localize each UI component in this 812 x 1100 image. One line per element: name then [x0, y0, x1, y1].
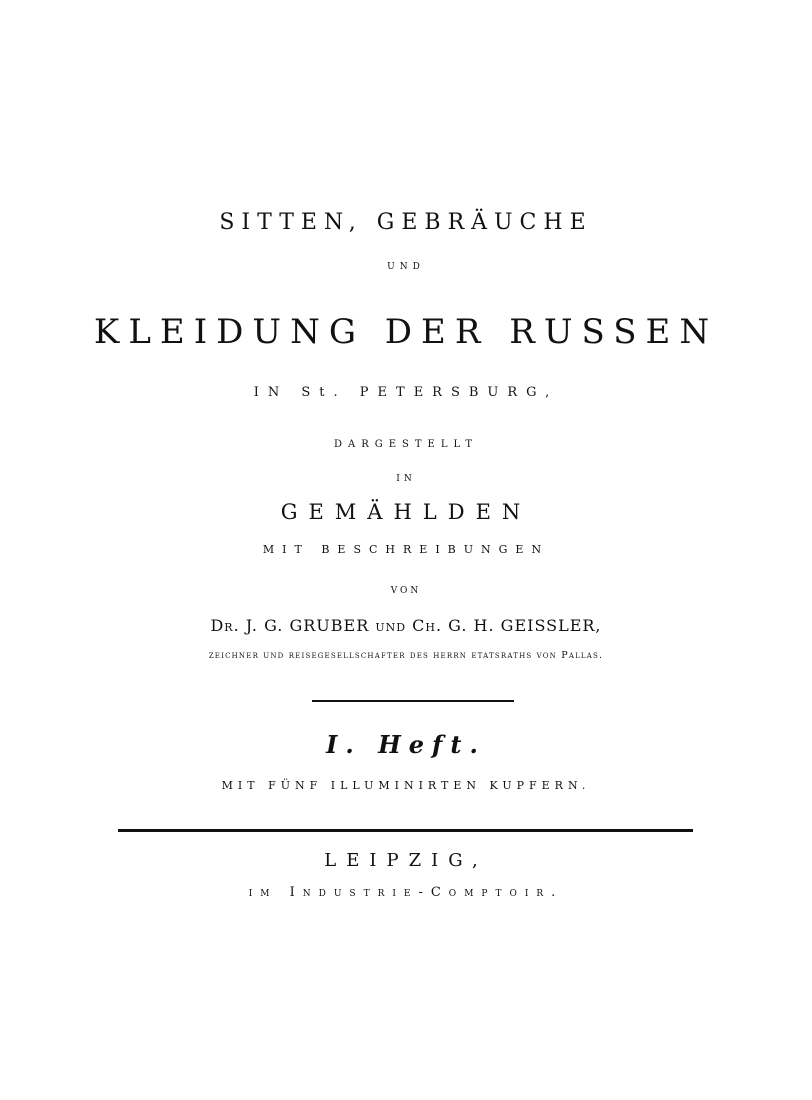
issue-note: MIT FÜNF ILLUMINIRTEN KUPFERN.	[221, 779, 591, 792]
authors-line: Dr. J. G. GRUBER und Ch. G. H. GEISSLER,	[210, 616, 602, 635]
issue-title: I. Heft.	[326, 730, 486, 759]
place-line: LEIPZIG,	[324, 850, 488, 871]
in-line: IN	[396, 474, 416, 484]
main-title: KLEIDUNG DER RUSSEN	[93, 312, 719, 352]
presented-line: DARGESTELLT	[333, 439, 478, 450]
short-divider	[312, 700, 514, 702]
long-divider	[118, 829, 693, 832]
paintings-line: GEMÄHLDEN	[280, 500, 532, 524]
title-line-1: SITTEN, GEBRÄUCHE	[219, 210, 593, 235]
title-conjunction: UND	[387, 262, 425, 272]
publisher-line: im Industrie-Comptoir.	[248, 885, 564, 900]
authors-note-line: zeichner und reisegesellschafter des herrn etatsraths von Pallas.	[208, 650, 604, 661]
location-line: IN St. PETERSBURG,	[253, 385, 559, 400]
descriptions-line: MIT BESCHREIBUNGEN	[262, 543, 550, 556]
by-line: VON	[390, 586, 422, 596]
